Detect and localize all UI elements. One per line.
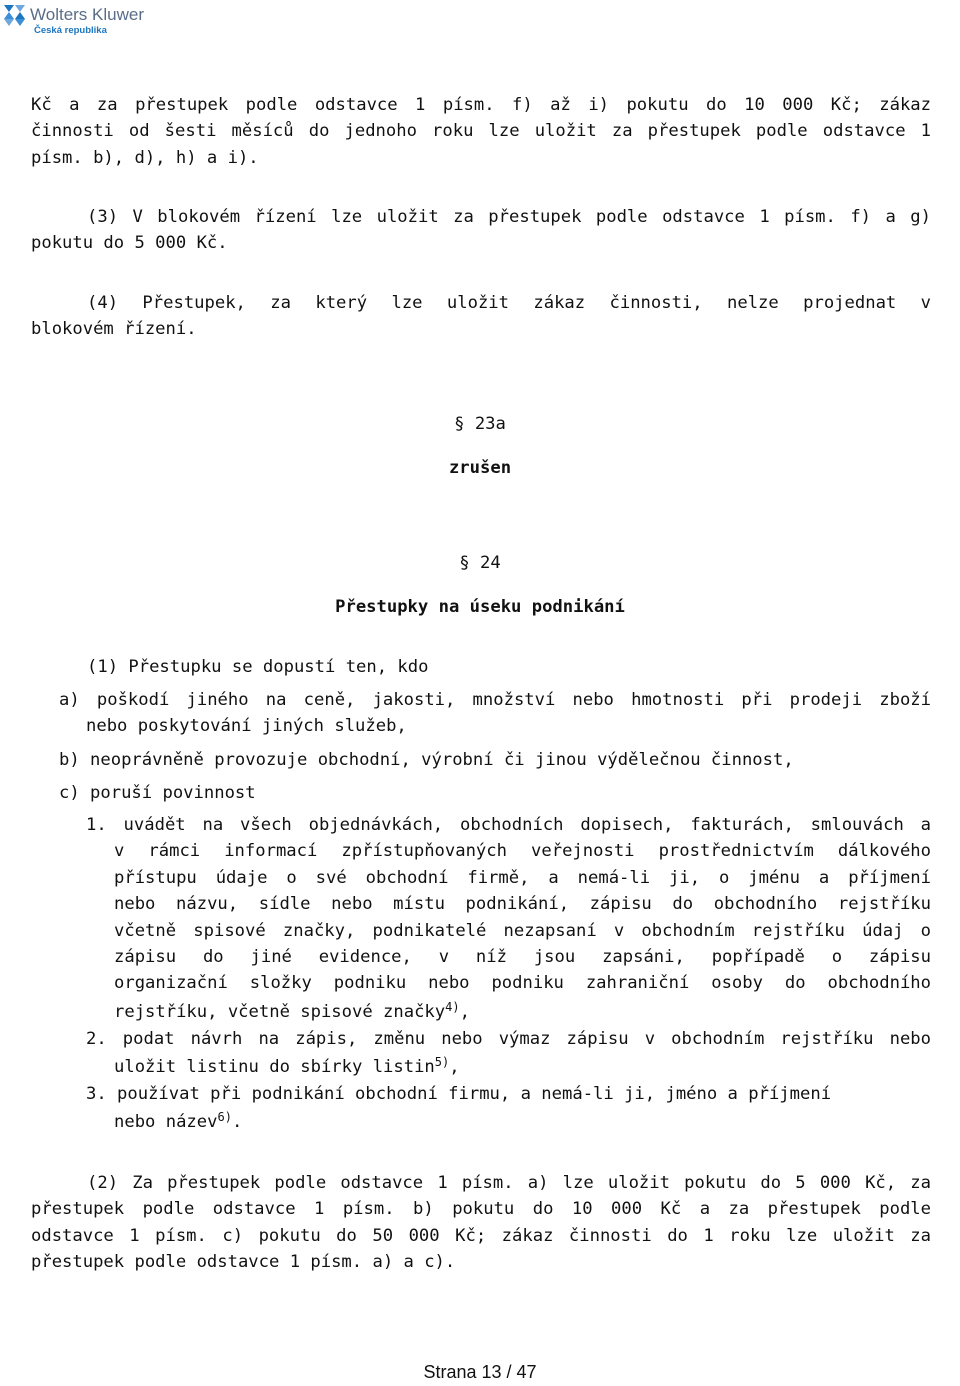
text-line: blokovém řízení. [31, 319, 197, 340]
text-line: (3) V blokovém řízení lze uložit za přestupek podle odstavce 1 písm. f) a g) [87, 207, 931, 227]
footnote-ref-6: 6) [217, 1110, 232, 1125]
text-line [86, 1054, 931, 1080]
text-line: 2. podat návrh na zápis, změnu nebo výmaz zápisu v obchodním rejstříku nebo [86, 1029, 931, 1049]
text-line: 3. používat při podnikání obchodní firmu, a nemá-li ji, jméno a příjmení [86, 1084, 832, 1104]
text-line: a) poškodí jiného na ceně, jakosti, množství nebo hmotnosti při prodeji zboží [59, 690, 931, 710]
list-item-b: b) neoprávněně provozuje obchodní, výrobní či jinou výdělečnou činnost, [59, 750, 794, 770]
text-line: organizační složky podniku nebo podniku zahraniční osoby do obchodního [114, 973, 931, 994]
section-23a-title: zrušen [448, 458, 512, 478]
text-line: přestupek podle odstavce 1 písm. a) a c). [31, 1252, 456, 1273]
text-fragment: . [231, 1112, 243, 1133]
intro-paragraph [31, 92, 931, 171]
text-fragment: , [459, 1001, 470, 1022]
paragraph-4 [31, 290, 931, 343]
footnote-ref-4: 4) [445, 999, 460, 1014]
wolters-kluwer-logo-icon [4, 5, 25, 26]
text-line: 1. uvádět na všech objednávkách, obchodních dopisech, fakturách, smlouvách a [86, 815, 931, 835]
text-fragment: , [449, 1057, 460, 1078]
text-line: přístupu údaje o své obchodní firmě, a nemá-li ji, o jménu a příjmení [114, 867, 931, 888]
list-item-a [59, 687, 931, 740]
text-line: (4) Přestupek, za který lze uložit zákaz činnosti, nelze projednat v [87, 293, 931, 313]
paragraph-3 [31, 204, 931, 257]
brand-subtitle: Česká republika [34, 25, 107, 36]
list-subitem-3 [86, 1081, 931, 1136]
list-item-c: c) poruší povinnost [59, 783, 256, 803]
section-23a-number: § 23a [454, 414, 506, 434]
publisher-logo [4, 3, 154, 37]
text-line: Kč a za přestupek podle odstavce 1 písm. f) až i) pokutu do 10 000 Kč; zákaz [31, 95, 931, 115]
footnote-ref-5: 5) [434, 1055, 450, 1070]
text-line: písm. b), d), h) a i). [31, 147, 259, 168]
text-line: pokutu do 5 000 Kč. [31, 233, 228, 254]
text-line: v rámci informací zpřístupňovaných veřejnosti prostřednictvím dálkového [114, 841, 931, 862]
text-line: nebo názvu, sídle nebo místu podnikání, zápisu do obchodního rejstříku [114, 894, 931, 915]
paragraph-2 [31, 1170, 931, 1276]
section-24-number: § 24 [459, 553, 501, 573]
text-line: přestupek podle odstavce 1 písm. b) pokutu do 10 000 Kč a za přestupek podle [31, 1199, 931, 1220]
brand-name: Wolters Kluwer [30, 5, 144, 24]
page-number: Strana 13 / 47 [423, 1362, 537, 1382]
text-line: nebo poskytování jiných služeb, [86, 716, 407, 737]
text-fragment: uložit listinu do sbírky listin [114, 1057, 435, 1078]
text-line [86, 1109, 931, 1135]
section-24-title: Přestupky na úseku podnikání [335, 597, 625, 617]
paragraph-1-intro: (1) Přestupku se dopustí ten, kdo [87, 657, 429, 677]
text-line: odstavce 1 písm. c) pokutu do 50 000 Kč; zákaz činnosti do 1 roku lze uložit za [31, 1225, 931, 1246]
text-line: činnosti od šesti měsíců do jednoho roku lze uložit za přestupek podle odstavce 1 [31, 121, 931, 142]
list-subitem-2 [86, 1026, 931, 1081]
text-fragment: rejstříku, včetně spisové značky [114, 1001, 446, 1022]
text-line [86, 999, 931, 1025]
text-line: včetně spisové značky, podnikatelé nezapsaní v obchodním rejstříku údaj o [114, 920, 931, 941]
text-line: zápisu do jiné evidence, v níž jsou zapsáni, popřípadě o zápisu [114, 947, 931, 968]
list-subitem-1 [86, 812, 931, 1025]
text-fragment: nebo název [114, 1112, 218, 1133]
text-line: (2) Za přestupek podle odstavce 1 písm. a) lze uložit pokutu do 5 000 Kč, za [87, 1173, 931, 1193]
